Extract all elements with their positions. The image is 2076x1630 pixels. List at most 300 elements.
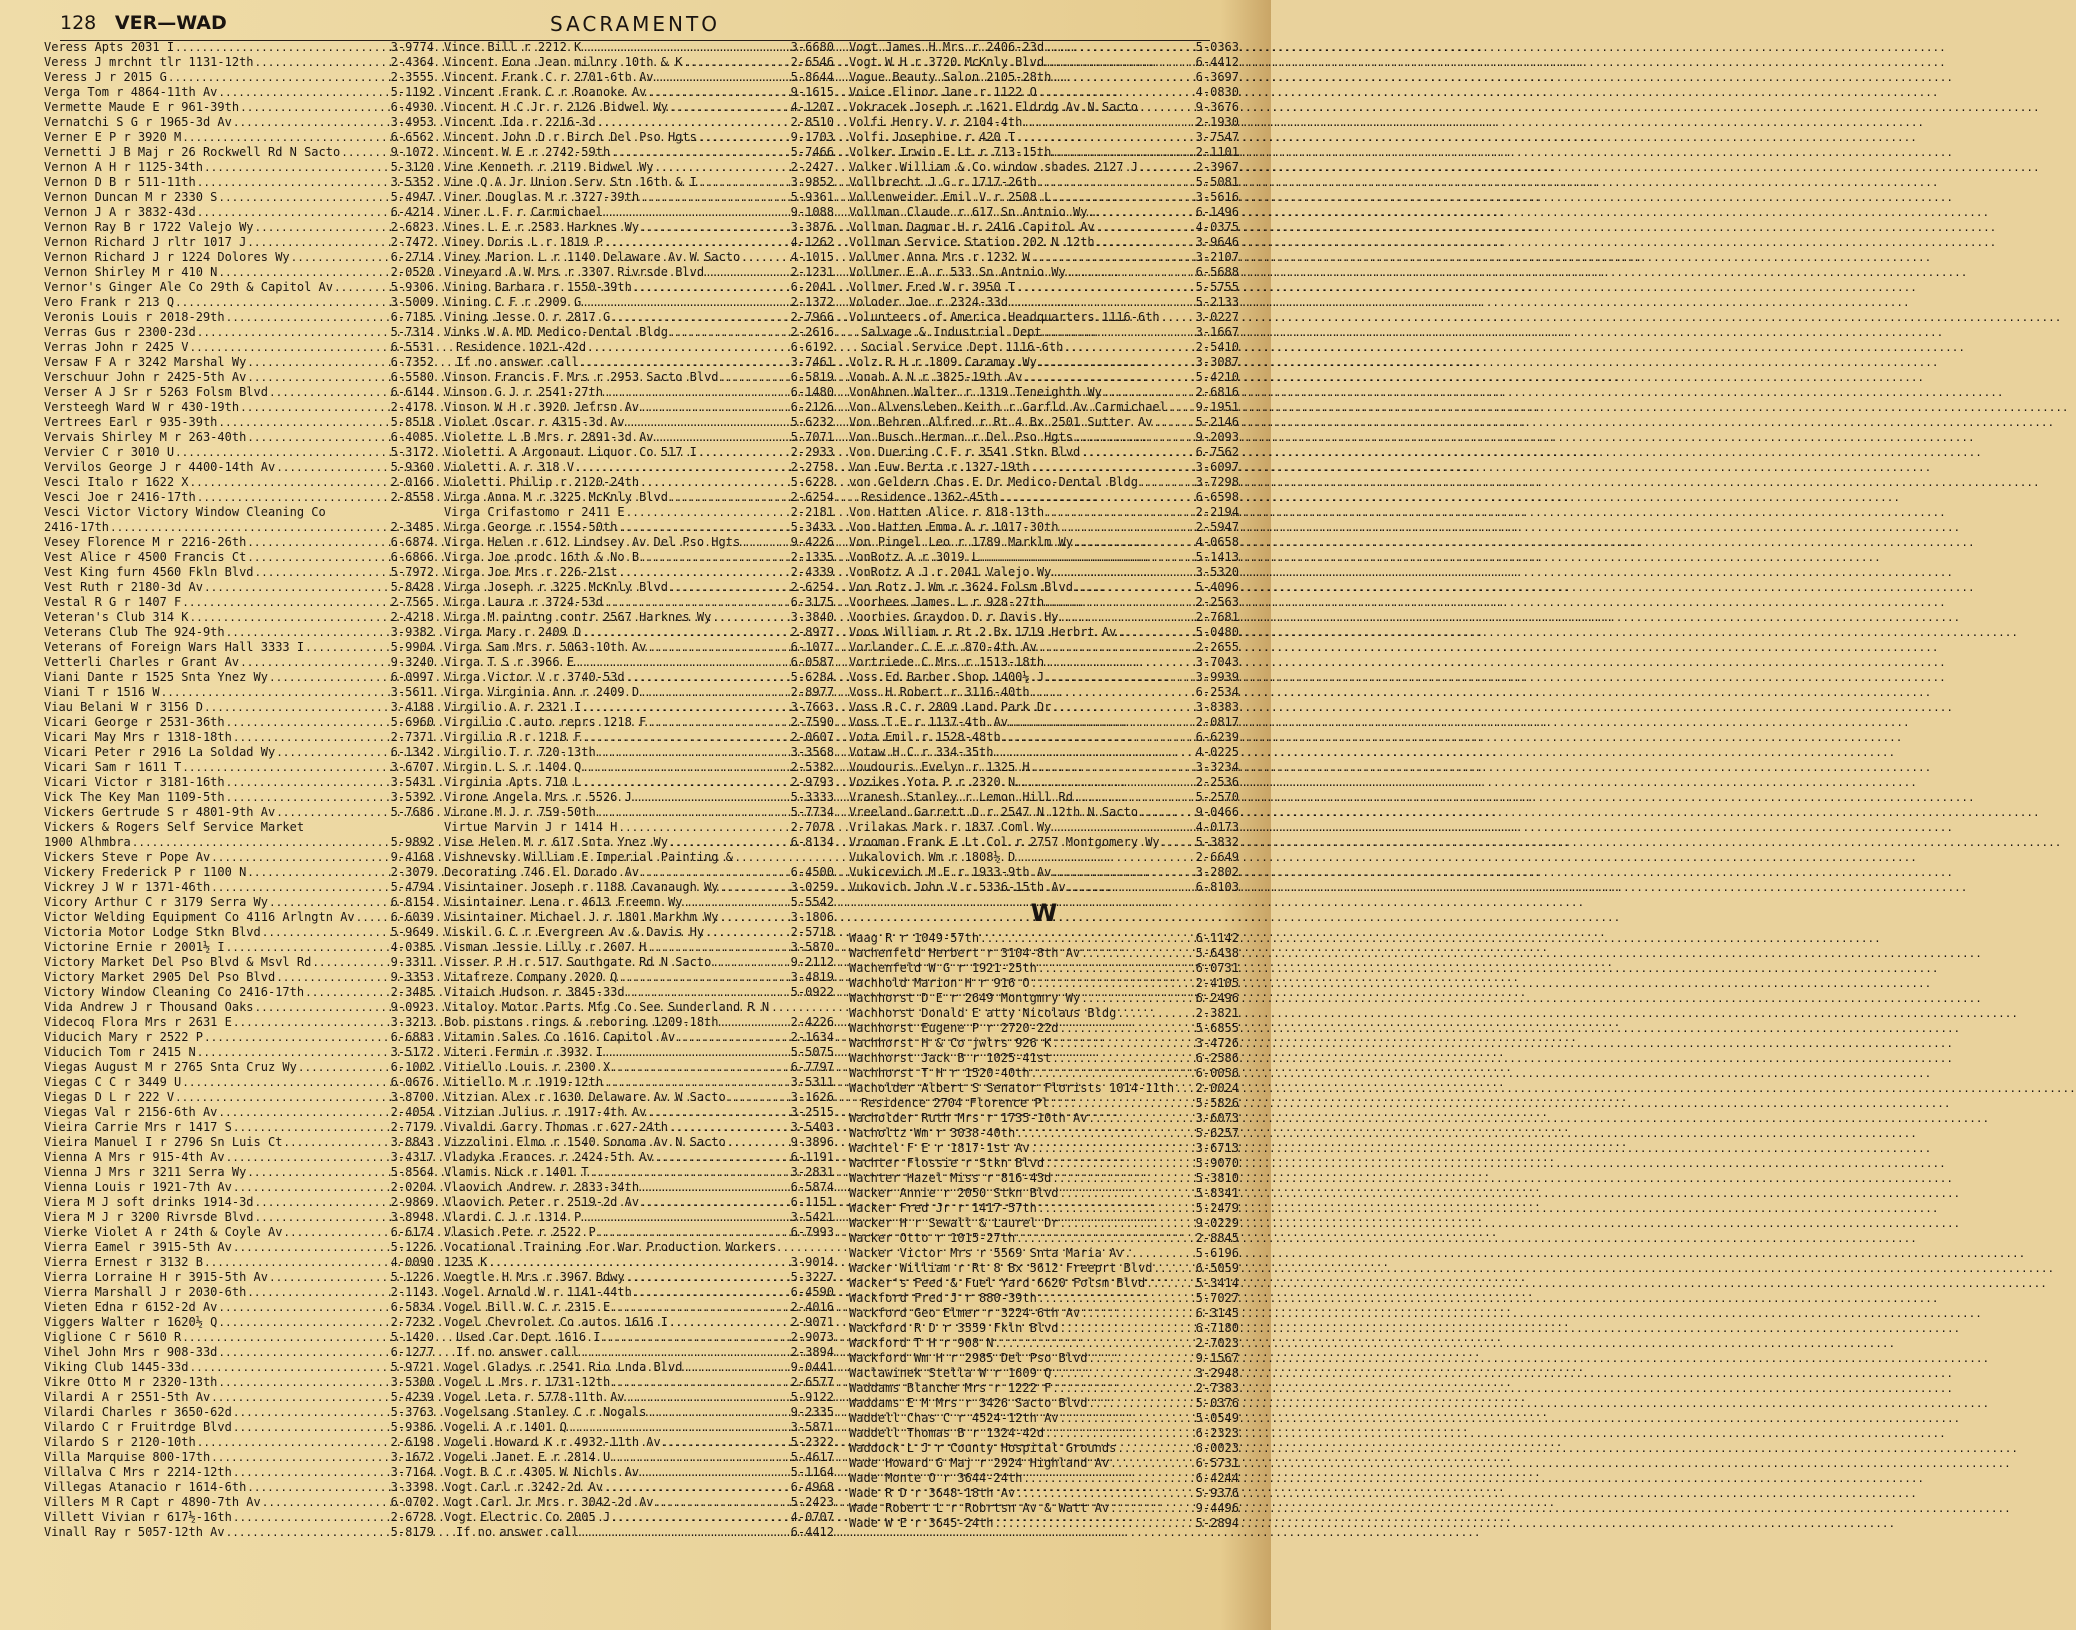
listing-name: Vernon Richard J r 1224 Dolores Wy	[44, 250, 290, 264]
dot-leader	[618, 520, 789, 535]
listing-entry	[444, 370, 834, 385]
listing-name: Vreeland Garrett D r 2547 N 12th N Sacto	[849, 805, 1138, 819]
phone-number: 5-2322	[790, 1435, 834, 1449]
dot-leader	[611, 1060, 789, 1075]
phone-number: 4-0385	[390, 940, 434, 954]
phone-number: 9-0466	[1195, 805, 1239, 819]
phone-number: 5-6228	[790, 475, 834, 489]
phone-number: 9-3311	[390, 955, 434, 969]
listing-name: Vickrey J W r 1371-46th	[44, 880, 211, 894]
listing-entry	[44, 1180, 434, 1195]
phone-number: 5-9122	[790, 1390, 834, 1404]
phone-number: 2-8558	[390, 490, 434, 504]
phone-number: 5-4617	[790, 1450, 834, 1464]
listing-entry	[44, 1405, 434, 1420]
phone-number: 3-4726	[1195, 1036, 1239, 1050]
listing-entry	[849, 1126, 1239, 1141]
phone-number: 2-1143	[390, 1285, 434, 1299]
phone-number: 5-1420	[390, 1330, 434, 1344]
listing-name: Vinson Francis F Mrs r 2953 Sacto Blvd	[444, 370, 719, 384]
listing-entry	[44, 325, 434, 340]
listing-entry	[444, 1195, 834, 1210]
listing-name: Vervilos George J r 4400-14th Av	[44, 460, 276, 474]
phone-number: 2-3485	[390, 520, 434, 534]
listing-entry	[44, 385, 434, 400]
phone-number: 3-1672	[390, 1450, 434, 1464]
listing-name: Vincent John D r Birch Del Pso Hgts	[444, 130, 697, 144]
listing-name: Vincent Ida r 2216-3d	[444, 115, 596, 129]
phone-number: 5-5826	[1195, 1096, 1239, 1110]
dot-leader	[1045, 655, 1195, 670]
dot-leader	[604, 235, 790, 250]
listing-name: Vincent W E r 2742-59th	[444, 145, 611, 159]
phone-number: 2-0607	[790, 730, 834, 744]
listing-entry	[849, 205, 1239, 220]
listing-entry	[444, 790, 834, 805]
dot-leader	[676, 1030, 789, 1045]
listing-name: Visser P H r 517 Southgate Rd N Sacto	[444, 955, 712, 969]
listing-name: Residence 1021-42d	[456, 340, 587, 354]
listing-entry	[849, 355, 1239, 370]
dot-leader	[633, 790, 790, 805]
section-letter-heading: W	[1030, 899, 1058, 927]
phone-number: 5-3172	[390, 445, 434, 459]
listing-entry	[849, 1381, 1239, 1396]
listing-name: Vlaovich Andrew r 2833-34th	[444, 1180, 640, 1194]
phone-number: 2-4218	[390, 610, 434, 624]
listing-name: Volz R H r 1809 Caramay Wy	[849, 355, 1037, 369]
listing-entry	[849, 805, 1239, 820]
listing-name: Veress Apts 2031 I	[44, 40, 175, 54]
listing-entry	[444, 955, 834, 970]
listing-entry	[849, 946, 1239, 961]
dot-leader	[1016, 1231, 1194, 1246]
listing-entry	[44, 55, 434, 70]
listing-entry	[849, 235, 1239, 250]
listing-entry	[44, 835, 434, 850]
dot-leader	[1052, 190, 1194, 205]
listing-entry	[44, 1060, 434, 1075]
listing-name: Vinall Ray r 5057-12th Av	[44, 1525, 225, 1539]
dot-leader	[669, 835, 790, 850]
listing-name: Virga Virginia Ann r 2409 D	[444, 685, 640, 699]
phone-number: 6-1002	[390, 1060, 434, 1074]
dot-leader	[1161, 310, 1195, 325]
listing-entry	[44, 295, 434, 310]
listing-entry	[44, 820, 434, 835]
listing-entry	[444, 535, 834, 550]
dot-leader	[233, 1510, 390, 1525]
dot-leader	[1038, 1201, 1195, 1216]
listing-entry	[849, 931, 1239, 946]
dot-leader	[626, 505, 790, 520]
listing-entry	[849, 820, 1239, 835]
listing-entry	[849, 1486, 1239, 1501]
listing-entry	[444, 1420, 834, 1435]
listing-entry	[849, 415, 1239, 430]
dot-leader	[1002, 730, 1195, 745]
listing-entry	[44, 1285, 434, 1300]
listing-name: Visintainer Michael J r 1801 Markhm Wy	[444, 910, 719, 924]
listing-name: Vickers Gertrude S r 4801-9th Av	[44, 805, 276, 819]
dot-leader	[640, 1465, 790, 1480]
phone-number: 9-2335	[790, 1405, 834, 1419]
phone-number: 3-8700	[390, 1090, 434, 1104]
listing-entry	[444, 310, 834, 325]
listing-name: Vitaloy Motor Parts Mfg Co See Sunderland R N	[444, 1000, 770, 1014]
dot-leader	[218, 265, 389, 280]
listing-entry	[849, 1321, 1239, 1336]
dot-leader	[247, 550, 389, 565]
dot-leader	[1016, 280, 1194, 295]
listing-entry	[44, 1465, 434, 1480]
column-1	[44, 40, 434, 1540]
dot-leader	[647, 940, 789, 955]
listing-name: Visman Jessie Lilly r 2607 H	[444, 940, 647, 954]
phone-number: 6-7352	[390, 355, 434, 369]
phone-number: 5-8564	[390, 1165, 434, 1179]
listing-entry	[849, 1426, 1239, 1441]
dot-leader	[1139, 475, 1195, 490]
dot-leader	[1146, 1276, 1194, 1291]
dot-leader	[233, 1180, 390, 1195]
phone-number: 6-6039	[390, 910, 434, 924]
listing-entry	[849, 70, 1239, 85]
listing-entry	[849, 991, 1239, 1006]
listing-entry	[849, 1396, 1239, 1411]
listing-entry	[849, 1231, 1239, 1246]
listing-entry	[44, 430, 434, 445]
listing-name: Virga Joe prodc 16th & No B	[444, 550, 640, 564]
listing-entry	[849, 790, 1239, 805]
phone-number: 6-6174	[390, 1225, 434, 1239]
listing-name: Versaw F A r 3242 Marshal Wy	[44, 355, 247, 369]
dot-leader	[197, 325, 390, 340]
listing-name: Vernon Ray B r 1722 Valejo Wy	[44, 220, 254, 234]
phone-number: 3-3234	[1195, 760, 1239, 774]
listing-name: Vilardo C r Fruitrdge Blvd	[44, 1420, 232, 1434]
dot-leader	[669, 1315, 790, 1330]
listing-entry	[849, 175, 1239, 190]
listing-name: Wachhorst H & Co jwlrs 926 K	[849, 1036, 1052, 1050]
phone-number: 2-7472	[390, 235, 434, 249]
listing-entry	[44, 685, 434, 700]
dot-leader	[995, 1336, 1195, 1351]
listing-entry	[444, 505, 834, 520]
phone-number: 2-1634	[790, 1030, 834, 1044]
dot-leader	[618, 565, 789, 580]
dot-leader	[1016, 1126, 1194, 1141]
listing-name: Versteegh Ward W r 430-19th	[44, 400, 240, 414]
column-3	[849, 40, 1239, 1531]
listing-entry	[44, 865, 434, 880]
phone-number: 3-2831	[790, 1165, 834, 1179]
phone-number: 6-4244	[1195, 1471, 1239, 1485]
dot-leader	[1074, 430, 1195, 445]
listing-name: Vierra Marshall J r 2030-6th	[44, 1285, 247, 1299]
dot-leader	[705, 265, 790, 280]
phone-number: 6-4412	[790, 1525, 834, 1539]
dot-leader	[640, 1195, 790, 1210]
listing-entry	[444, 895, 834, 910]
phone-number: 6-6883	[390, 1030, 434, 1044]
phone-number: 9-1703	[790, 130, 834, 144]
listing-entry	[849, 145, 1239, 160]
phone-number: 3-0227	[1195, 310, 1239, 324]
phone-number: 3-5392	[390, 790, 434, 804]
listing-entry	[44, 1015, 434, 1030]
listing-entry	[444, 145, 834, 160]
listing-entry	[444, 1255, 834, 1270]
dot-leader	[197, 175, 390, 190]
listing-name: Vitzian Alex r 1630 Delaware Av W Sacto	[444, 1090, 726, 1104]
listing-name: Virtue Marvin J r 1414 H	[444, 820, 618, 834]
listing-entry	[849, 1021, 1239, 1036]
listing-name: Viner Douglas M r 3727-39th	[444, 190, 640, 204]
phone-number: 3-6707	[390, 760, 434, 774]
listing-name: Vertrees Earl r 935-39th	[44, 415, 218, 429]
listing-name: Viegas Val r 2156-6th Av	[44, 1105, 218, 1119]
listing-entry	[44, 565, 434, 580]
dot-leader	[341, 145, 389, 160]
listing-entry	[44, 610, 434, 625]
listing-name: Vollmer Anna Mrs r 1232 W	[849, 250, 1030, 264]
listing-name: Vest Ruth r 2180-3d Av	[44, 580, 203, 594]
phone-number: 5-0363	[1195, 40, 1239, 54]
dot-leader	[618, 820, 789, 835]
listing-name: Viani Dante r 1525 Snta Ynez Wy	[44, 670, 268, 684]
listing-entry	[849, 961, 1239, 976]
listing-name: Vocational Training For War Production Workers	[444, 1240, 777, 1254]
listing-name: Violetti A Argonaut Liquor Co 517 I	[444, 445, 697, 459]
listing-name: Waddams E M Mrs r 3426 Sacto Blvd	[849, 1396, 1088, 1410]
dot-leader	[175, 445, 390, 460]
phone-number: 2-1372	[790, 295, 834, 309]
phone-number: 3-5871	[790, 1420, 834, 1434]
listing-name: Voss R C r 2809 Land Park Dr	[849, 700, 1052, 714]
dot-leader	[1016, 1486, 1194, 1501]
phone-number: 3-3840	[790, 610, 834, 624]
phone-number: 5-8428	[390, 580, 434, 594]
phone-number: 2-8510	[790, 115, 834, 129]
listing-entry	[444, 160, 834, 175]
phone-number: 9-2093	[1195, 430, 1239, 444]
phone-number: 2-3079	[390, 865, 434, 879]
listing-name: Vogt Carl Jr Mrs r 3042-2d Av	[444, 1495, 654, 1509]
dot-leader	[269, 895, 390, 910]
phone-number: 3-8843	[390, 1135, 434, 1149]
phone-number: 6-2126	[790, 400, 834, 414]
phone-number: 2-0817	[1195, 715, 1239, 729]
listing-entry	[849, 1246, 1239, 1261]
listing-entry	[849, 325, 1239, 340]
phone-number: 6-4968	[790, 1480, 834, 1494]
listing-entry	[849, 130, 1239, 145]
phone-number: 3-5300	[390, 1375, 434, 1389]
listing-entry	[44, 925, 434, 940]
dot-leader	[597, 745, 790, 760]
dot-leader	[247, 1480, 389, 1495]
listing-name: Wackford Fred J r 880-39th	[849, 1291, 1037, 1305]
phone-number: 3-9852	[790, 175, 834, 189]
listing-entry	[444, 1030, 834, 1045]
listing-name: Verner E P r 3920 M	[44, 130, 182, 144]
dot-leader	[1153, 1261, 1194, 1276]
dot-leader	[683, 895, 789, 910]
phone-number: 6-1151	[790, 1195, 834, 1209]
dot-leader	[175, 40, 390, 55]
phone-number: 5-6196	[1195, 1246, 1239, 1260]
listing-name: Vernetti J B Maj r 26 Rockwell Rd N Sacto	[44, 145, 341, 159]
dot-leader	[1052, 1036, 1194, 1051]
phone-number: 9-0441	[790, 1360, 834, 1374]
dot-leader	[655, 1150, 790, 1165]
dot-leader	[741, 535, 789, 550]
phone-number: 2-7681	[1195, 610, 1239, 624]
listing-entry	[44, 280, 434, 295]
dot-leader	[669, 580, 790, 595]
listing-name: Vest Alice r 4500 Francis Ct	[44, 550, 247, 564]
dot-leader	[283, 1135, 389, 1150]
dot-leader	[727, 1090, 790, 1105]
dot-leader	[218, 1105, 389, 1120]
listing-entry	[44, 655, 434, 670]
dot-leader	[226, 310, 390, 325]
listing-name: 1235 K	[444, 1255, 488, 1269]
listing-entry	[44, 790, 434, 805]
phone-number: 4-0225	[1195, 745, 1239, 759]
phone-number: 5-7466	[790, 145, 834, 159]
phone-number: 5-5075	[790, 1045, 834, 1059]
listing-name: Vienna A Mrs r 915-4th Av	[44, 1150, 225, 1164]
listing-name: Von Behren Alfred r Rt 4 Bx 2501 Sutter Av	[849, 415, 1153, 429]
listing-entry	[44, 715, 434, 730]
dot-leader	[995, 1516, 1195, 1531]
listing-entry	[44, 1120, 434, 1135]
listing-name: Vitzian Julius r 1917-4th Av	[444, 1105, 647, 1119]
phone-number: 6-3697	[1195, 70, 1239, 84]
dot-leader	[1045, 1426, 1195, 1441]
listing-name: Victorine Ernie r 2001½ I	[44, 940, 225, 954]
dot-leader	[980, 550, 1195, 565]
listing-name: Wackford Geo Elmer r 3224-6th Av	[849, 1306, 1081, 1320]
phone-number: 3-7043	[1195, 655, 1239, 669]
dot-leader	[647, 1105, 789, 1120]
listing-entry	[849, 1141, 1239, 1156]
dot-leader	[305, 640, 390, 655]
dot-leader	[633, 1285, 790, 1300]
phone-number: 5-2570	[1195, 790, 1239, 804]
dot-leader	[640, 400, 790, 415]
dot-leader	[1031, 250, 1195, 265]
dot-leader	[1060, 1021, 1195, 1036]
listing-name: Virga M paintng contr 2567 Harknes Wy	[444, 610, 712, 624]
dot-leader	[980, 931, 1195, 946]
phone-number: 2-6254	[790, 580, 834, 594]
dot-leader	[580, 355, 790, 370]
dot-leader	[611, 1300, 789, 1315]
phone-number: 3-5431	[390, 775, 434, 789]
phone-number: 5-4794	[390, 880, 434, 894]
listing-entry	[444, 910, 834, 925]
listing-entry	[44, 505, 434, 520]
dot-leader	[298, 1060, 390, 1075]
phone-number: 2-6546	[790, 55, 834, 69]
phone-number: 3-4317	[390, 1150, 434, 1164]
phone-number: 3-3876	[790, 220, 834, 234]
phone-number: 2-0024	[1195, 1081, 1239, 1095]
dot-leader	[204, 580, 390, 595]
listing-name: Vogel Chevrolet Co autos 1616 I	[444, 1315, 668, 1329]
phone-number: 5-9376	[1195, 1486, 1239, 1500]
listing-name: Wachhold Marion H r 916 O	[849, 976, 1030, 990]
listing-name: Voss H Robert r 3116-40th	[849, 685, 1030, 699]
phone-number: 5-4239	[390, 1390, 434, 1404]
dot-leader	[247, 430, 389, 445]
phone-number: 5-7027	[1195, 1291, 1239, 1305]
listing-entry	[444, 760, 834, 775]
listing-entry	[44, 1030, 434, 1045]
listing-entry	[44, 775, 434, 790]
dot-leader	[1052, 145, 1194, 160]
phone-number: 6-6192	[790, 340, 834, 354]
dot-leader	[604, 1480, 790, 1495]
listing-entry	[44, 100, 434, 115]
listing-entry	[849, 100, 1239, 115]
dot-leader	[1052, 820, 1194, 835]
dot-leader	[669, 100, 790, 115]
listing-entry	[444, 1345, 834, 1360]
phone-number: 2-7590	[790, 715, 834, 729]
listing-name: Virga Sam Mrs r 5063-10th Av	[444, 640, 647, 654]
phone-number: 4-0658	[1195, 535, 1239, 549]
listing-entry	[444, 1330, 834, 1345]
listing-name: Victory Window Cleaning Co 2416-17th	[44, 985, 305, 999]
dot-leader	[1052, 1171, 1194, 1186]
phone-number: 3-5172	[390, 1045, 434, 1059]
phone-number: 3-4819	[790, 970, 834, 984]
listing-entry	[444, 1405, 834, 1420]
listing-entry	[44, 40, 434, 55]
dot-leader	[197, 490, 390, 505]
dot-leader	[255, 1000, 390, 1015]
phone-number: 5-8644	[790, 70, 834, 84]
dot-leader	[1117, 625, 1194, 640]
dot-leader	[1139, 100, 1195, 115]
dot-leader	[626, 1390, 790, 1405]
phone-number: 5-0376	[1195, 1396, 1239, 1410]
listing-name: Wade Robert L r Robrtsn Av & Watt Av	[849, 1501, 1110, 1515]
dot-leader	[655, 1495, 790, 1510]
dot-leader	[1175, 1081, 1195, 1096]
listing-name: Vicari Victor r 3181-16th	[44, 775, 225, 789]
listing-name: Victor Welding Equipment Co 4116 Arlngtn Av	[44, 910, 355, 924]
dot-leader	[276, 970, 389, 985]
dot-leader	[640, 550, 790, 565]
phone-number: 5-3120	[390, 160, 434, 174]
dot-leader	[197, 1435, 390, 1450]
listing-name: Vogeli A r 1401 Q	[444, 1420, 567, 1434]
listing-name: Viegas D L r 222 V	[44, 1090, 175, 1104]
listing-name: Viney Doris L r 1819 P	[444, 235, 603, 249]
phone-number: 3-5009	[390, 295, 434, 309]
phone-number: 5-3333	[790, 790, 834, 804]
listing-entry	[44, 730, 434, 745]
dot-leader	[233, 1420, 390, 1435]
dot-leader	[1153, 415, 1194, 430]
listing-name: Vicari Sam r 1611 T	[44, 760, 182, 774]
dot-leader	[312, 955, 389, 970]
